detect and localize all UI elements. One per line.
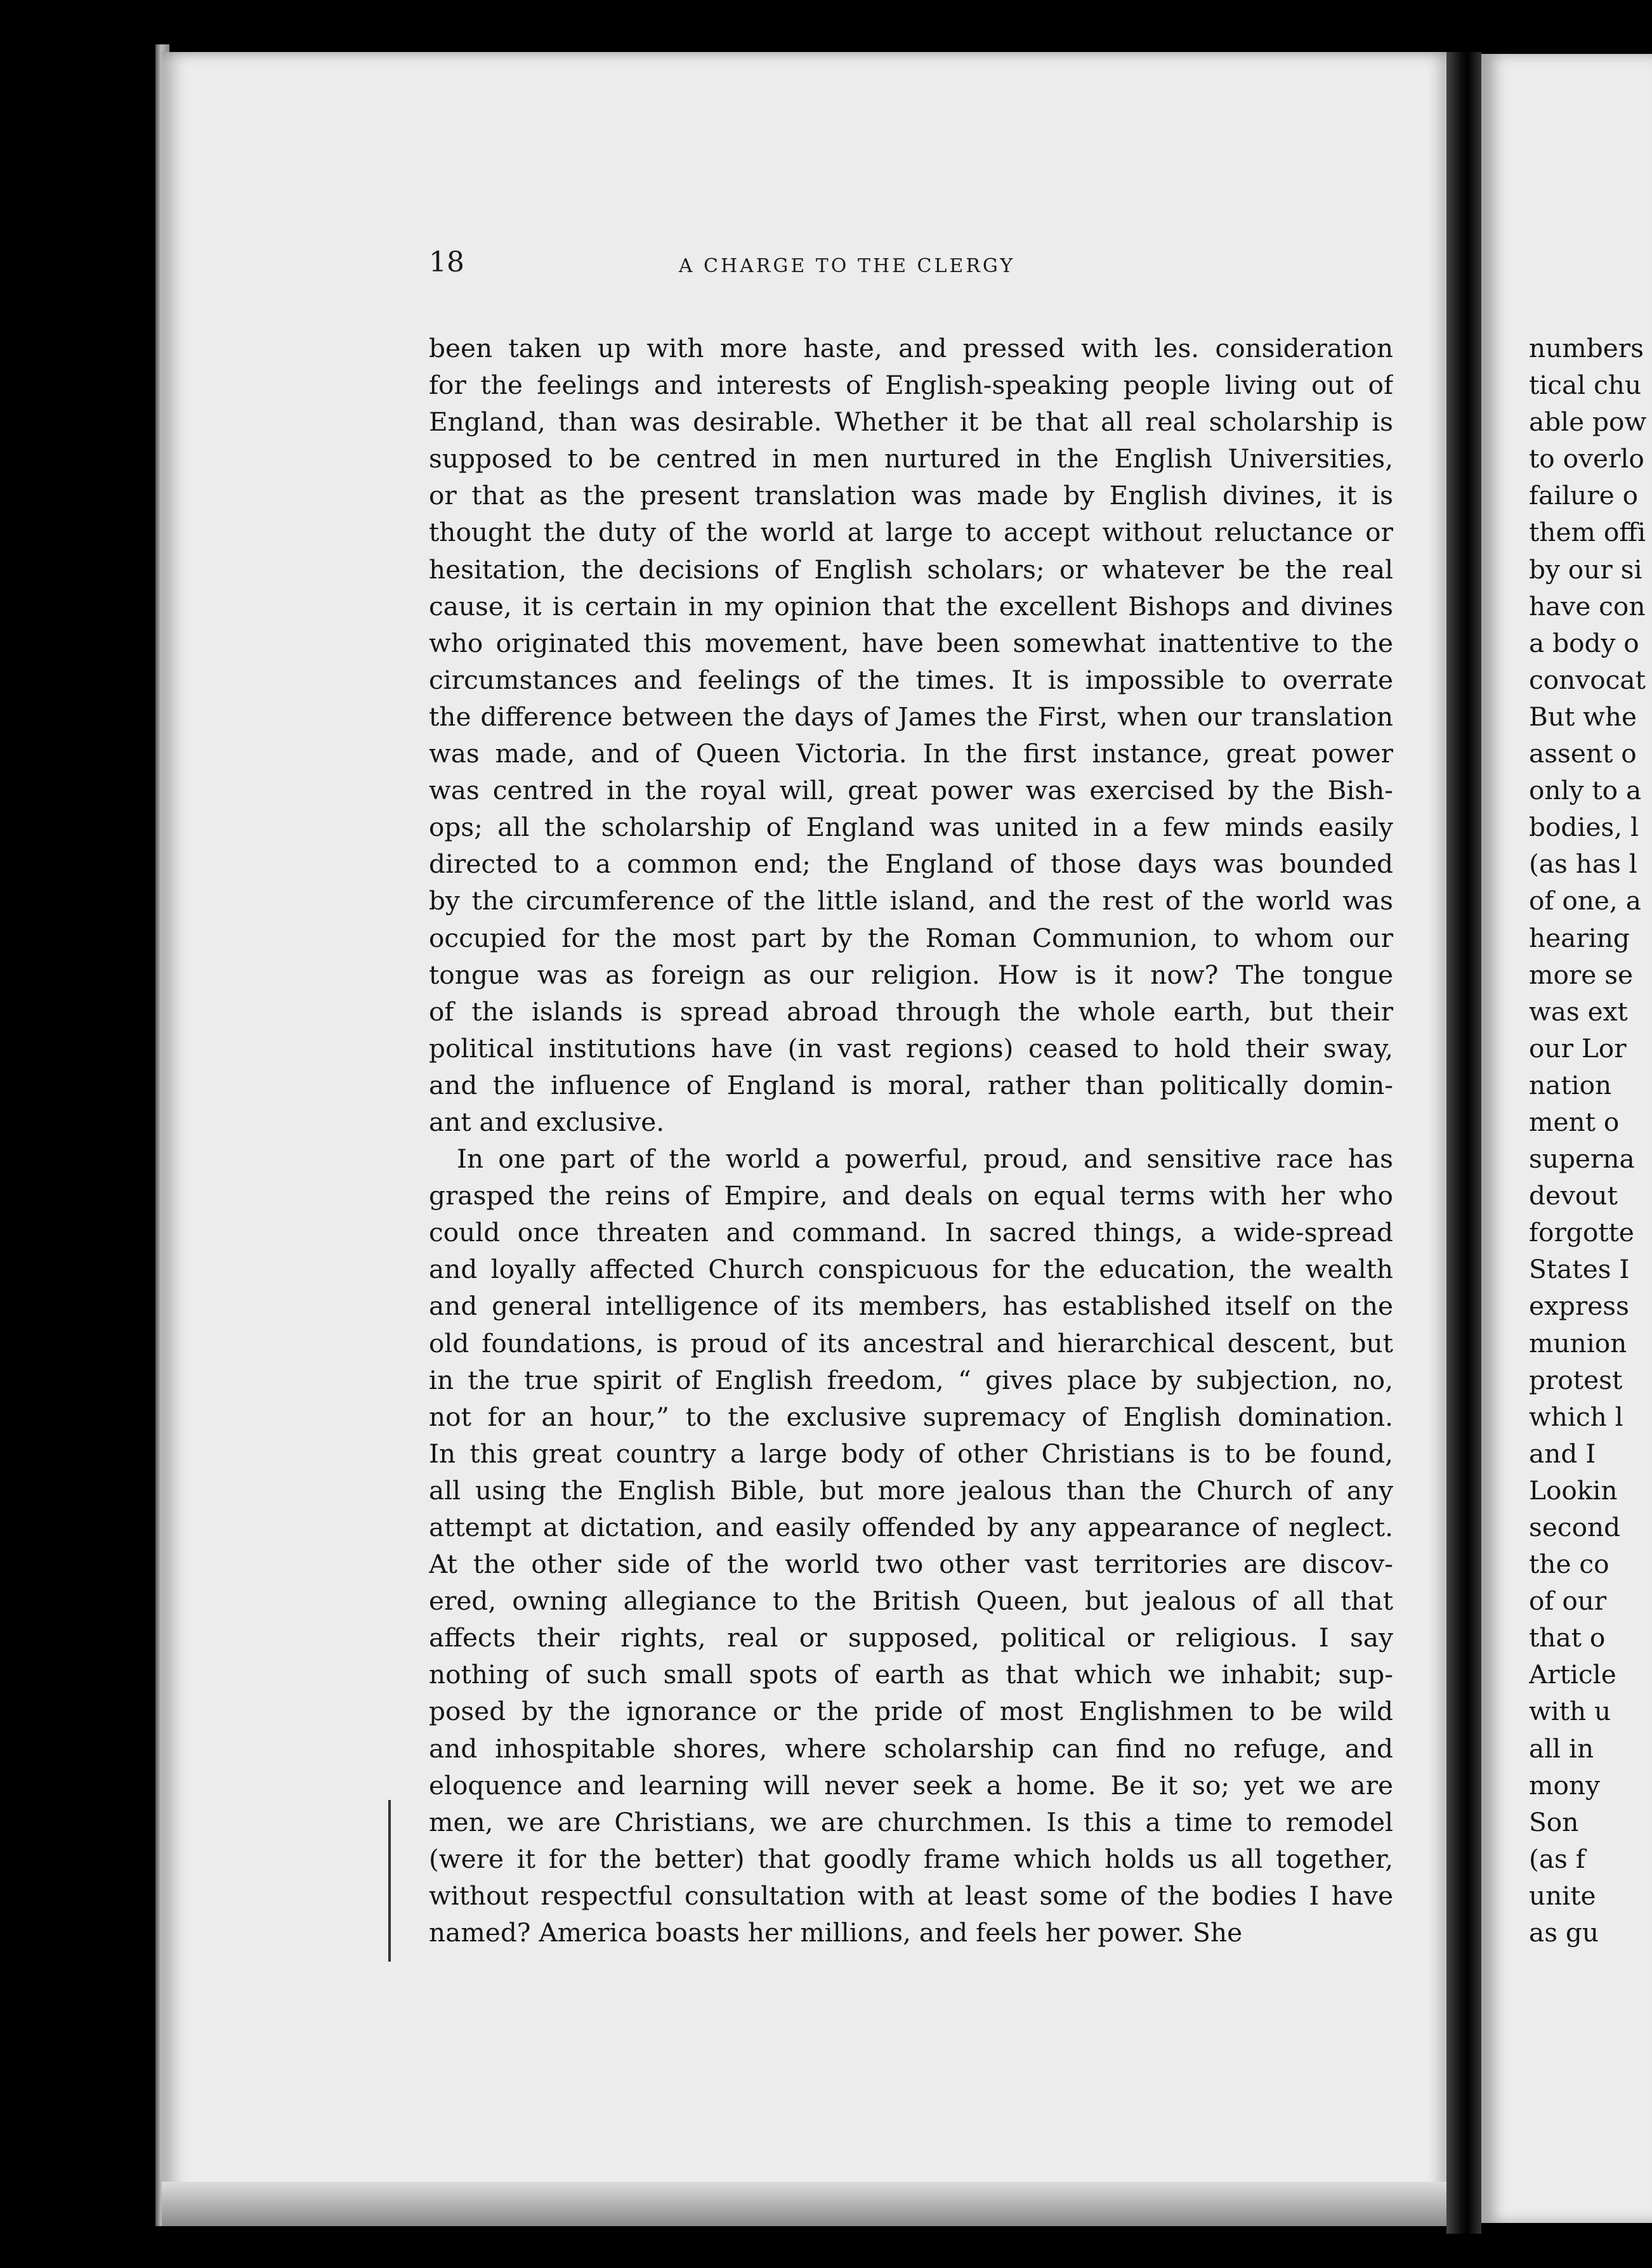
right-page-line: more se: [1529, 959, 1634, 990]
text-line: was centred in the royal will, great power was exercised by the Bish-: [429, 775, 1393, 806]
text-line: political institutions have (in vast regions) ceased to hold their sway,: [429, 1033, 1393, 1064]
right-page-line: superna: [1529, 1144, 1635, 1175]
right-page-line: and I: [1529, 1438, 1596, 1469]
text-line: tongue was as foreign as our religion. How is it now? The tongue: [429, 959, 1393, 990]
running-head: A CHARGE TO THE CLERGY: [678, 255, 1016, 277]
right-page-line: of our: [1529, 1586, 1607, 1617]
text-line: attempt at dictation, and easily offended by any appearance of neglect.: [429, 1512, 1393, 1542]
right-page-line: convocat: [1529, 664, 1646, 695]
right-page-line: the co: [1529, 1549, 1609, 1580]
text-line: for the feelings and interests of English-speaking people living out of: [429, 370, 1393, 401]
text-line: thought the duty of the world at large to accept without reluctance or: [429, 517, 1393, 548]
right-page-line: bodies, l: [1529, 812, 1639, 843]
right-page-line: was ext: [1529, 996, 1628, 1027]
right-page-line: only to a: [1529, 775, 1642, 806]
page-bottom-edge: [162, 2182, 1446, 2226]
paragraph-2: [429, 1140, 1393, 1951]
text-line: of the islands is spread abroad through the whole earth, but their: [429, 996, 1393, 1027]
right-page-line: (as f: [1529, 1843, 1585, 1874]
text-line: was made, and of Queen Victoria. In the first instance, great power: [429, 738, 1393, 769]
text-line: supposed to be centred in men nurtured in the English Universities,: [429, 443, 1393, 474]
right-page-line: unite: [1529, 1880, 1596, 1911]
right-page-line: (as has l: [1529, 849, 1637, 880]
right-page-line: our Lor: [1529, 1033, 1627, 1064]
right-page-line: with u: [1529, 1696, 1611, 1727]
text-line: ops; all the scholarship of England was united in a few minds easily: [429, 812, 1393, 843]
text-line: or that as the present translation was made by English divines, it is: [429, 480, 1393, 511]
body-text: [429, 330, 1393, 1951]
text-line: occupied for the most part by the Roman Communion, to whom our: [429, 922, 1393, 953]
text-line: England, than was desirable. Whether it be that all real scholarship is: [429, 407, 1393, 438]
right-page-line: ment o: [1529, 1106, 1620, 1137]
text-line: the difference between the days of James the First, when our translation: [429, 701, 1393, 732]
right-page-line: all in: [1529, 1733, 1594, 1764]
right-page-line: But whe: [1529, 701, 1637, 732]
right-page-line: devout: [1529, 1180, 1618, 1211]
right-page-line: Son: [1529, 1806, 1579, 1837]
text-line: by the circumference of the little island, and the rest of the world was: [429, 885, 1393, 916]
book-gutter: [1446, 52, 1481, 2234]
text-line: been taken up with more haste, and pressed with les. consideration: [429, 333, 1393, 363]
right-page-line: munion: [1529, 1327, 1627, 1359]
text-line: nothing of such small spots of earth as that which we inhabit; sup-: [429, 1659, 1393, 1690]
text-line: all using the English Bible, but more jealous than the Church of any: [429, 1475, 1393, 1506]
text-line: directed to a common end; the England of those days was bounded: [429, 849, 1393, 880]
right-page-line: Lookin: [1529, 1475, 1618, 1506]
text-line: ant and exclusive.: [429, 1106, 665, 1137]
paragraph-1: [429, 330, 1393, 1140]
right-page-line: tical chu: [1529, 370, 1642, 401]
text-line: who originated this movement, have been somewhat inattentive to the: [429, 627, 1393, 658]
right-page-line: which l: [1529, 1401, 1623, 1432]
text-line: old foundations, is proud of its ancestral and hierarchical descent, but: [429, 1327, 1393, 1359]
right-page-line: of one, a: [1529, 885, 1641, 916]
text-line: ered, owning allegiance to the British Queen, but jealous of all that: [429, 1586, 1393, 1617]
text-line: and inhospitable shores, where scholarship can find no refuge, and: [429, 1733, 1393, 1764]
right-page-line: them offi: [1529, 517, 1646, 548]
text-line: and loyally affected Church conspicuous for the education, the wealth: [429, 1254, 1393, 1285]
right-page-line: failure o: [1529, 480, 1639, 511]
right-page-line: States I: [1529, 1254, 1630, 1285]
text-line: cause, it is certain in my opinion that the excellent Bishops and divines: [429, 590, 1393, 622]
right-page-line: nation: [1529, 1069, 1612, 1100]
right-page-line: to overlo: [1529, 443, 1644, 474]
text-line: At the other side of the world two other vast territories are discov-: [429, 1549, 1393, 1580]
right-page-line: that o: [1529, 1622, 1606, 1653]
text-line: could once threaten and command. In sacred things, a wide-spread: [429, 1217, 1393, 1248]
text-line: affects their rights, real or supposed, political or religious. I say: [429, 1622, 1393, 1653]
text-line: and general intelligence of its members, has established itself on the: [429, 1291, 1393, 1322]
text-line: In one part of the world a powerful, proud, and sensitive race has: [457, 1144, 1393, 1175]
right-page-line: able pow: [1529, 407, 1647, 438]
text-line: named? America boasts her millions, and feels her power. She: [429, 1917, 1243, 1948]
right-page-line: as gu: [1529, 1917, 1599, 1948]
right-page-line: second: [1529, 1512, 1621, 1542]
text-line: not for an hour,” to the exclusive supremacy of English domination.: [429, 1401, 1393, 1432]
text-line: posed by the ignorance or the pride of most Englishmen to be wild: [429, 1696, 1393, 1727]
text-line: without respectful consultation with at least some of the bodies I have: [429, 1880, 1393, 1911]
text-line: and the influence of England is moral, rather than politically domin-: [429, 1069, 1393, 1100]
page-number: 18: [429, 246, 464, 278]
text-line: in the true spirit of English freedom, “ gives place by subjection, no,: [429, 1364, 1393, 1395]
text-line: (were it for the better) that goodly frame which holds us all together,: [429, 1843, 1393, 1874]
right-page-text: [1529, 330, 1652, 1951]
text-line: hesitation, the decisions of English scholars; or whatever be the real: [429, 554, 1393, 585]
right-page-line: hearing: [1529, 922, 1630, 953]
text-line: men, we are Christians, we are churchmen. Is this a time to remodel: [429, 1806, 1393, 1837]
right-page-line: protest: [1529, 1364, 1623, 1395]
right-page-line: have con: [1529, 590, 1646, 622]
right-page-line: mony: [1529, 1769, 1600, 1801]
text-line: eloquence and learning will never seek a home. Be it so; yet we are: [429, 1769, 1393, 1801]
right-page-line: by our si: [1529, 554, 1642, 585]
text-line: circumstances and feelings of the times. It is impossible to overrate: [429, 664, 1393, 695]
right-page-line: assent o: [1529, 738, 1637, 769]
right-page-line: express: [1529, 1291, 1629, 1322]
right-page-line: forgotte: [1529, 1217, 1634, 1248]
text-line: In this great country a large body of other Christians is to be found,: [429, 1438, 1393, 1469]
right-page-line: a body o: [1529, 627, 1639, 658]
margin-bracket-mark: [388, 1800, 396, 1962]
right-page-line: Article: [1529, 1659, 1616, 1690]
right-page-line: numbers: [1529, 333, 1644, 363]
text-line: grasped the reins of Empire, and deals on equal terms with her who: [429, 1180, 1393, 1211]
